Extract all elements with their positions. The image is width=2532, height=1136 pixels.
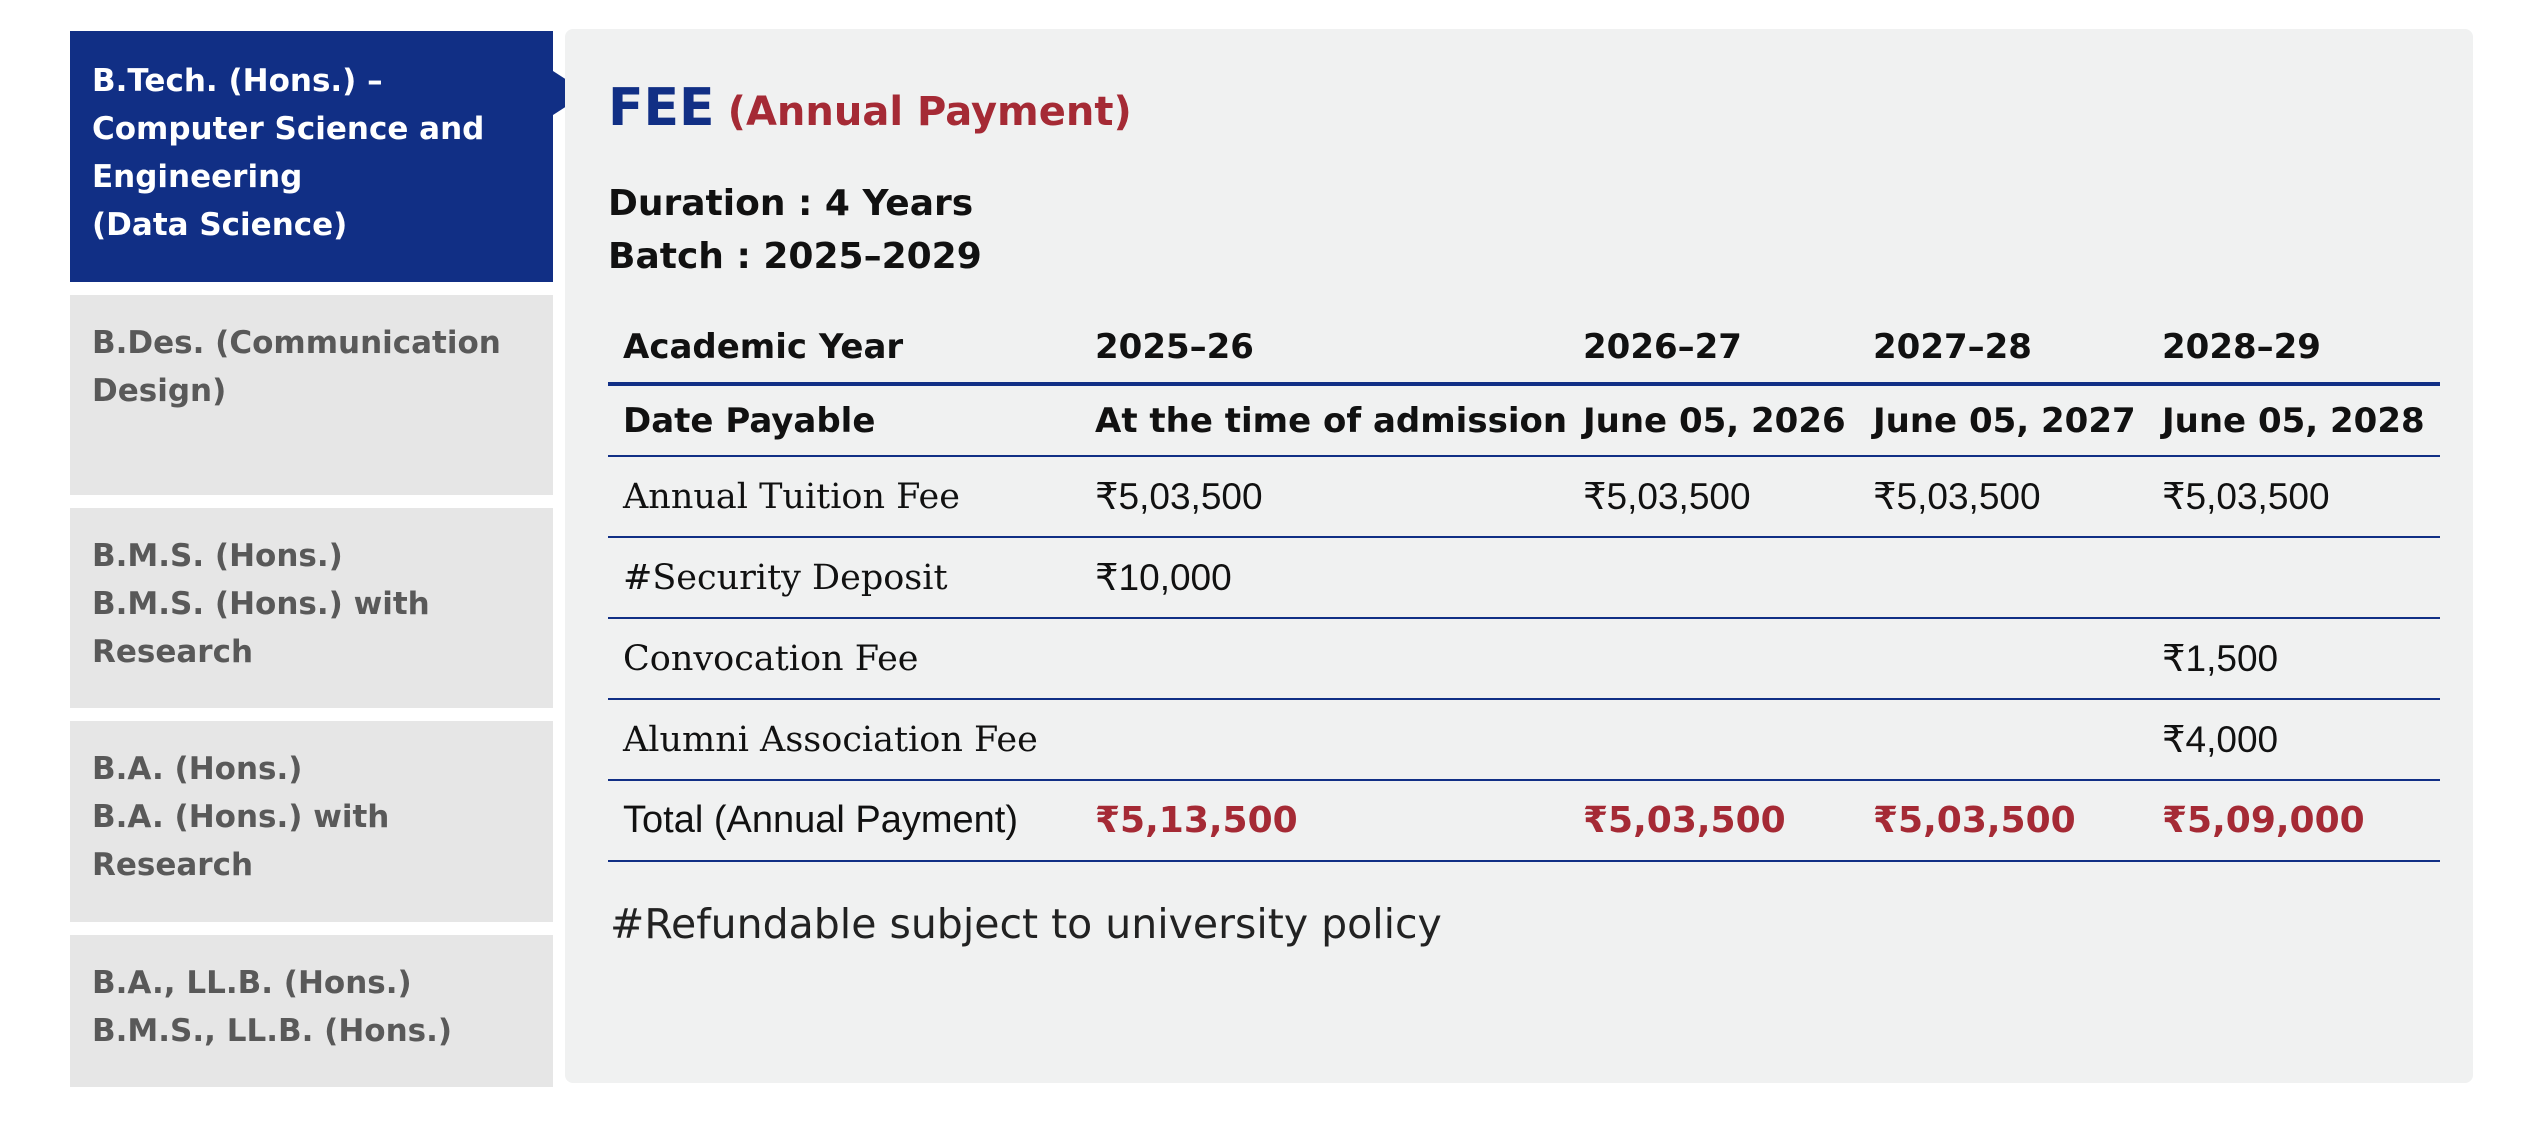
program-tab-label: B.M.S., LL.B. (Hons.) [92, 1013, 453, 1049]
table-cell [1568, 618, 1858, 699]
table-header-cell: 2026–27 [1568, 312, 1858, 384]
total-row [608, 780, 2440, 861]
program-tab-label: B.A., LL.B. (Hons.) [92, 965, 412, 1001]
program-tab-label: B.M.S. (Hons.) with [92, 586, 430, 622]
table-cell [1080, 618, 1568, 699]
fee-panel [565, 29, 2473, 1083]
table-cell: ₹4,000 [2147, 699, 2440, 780]
refund-footnote: #Refundable subject to university policy [610, 900, 1442, 948]
table-header-cell: Academic Year [608, 312, 1080, 384]
table-cell: June 05, 2026 [1568, 384, 1858, 456]
table-cell [1568, 537, 1858, 618]
table-row [608, 537, 2440, 618]
table-header-cell: 2025–26 [1080, 312, 1568, 384]
batch-text: Batch : 2025–2029 [608, 236, 982, 277]
table-cell: ₹5,03,500 [2147, 456, 2440, 537]
total-amount: ₹5,09,000 [2147, 780, 2440, 861]
program-tab-label: B.A. (Hons.) [92, 751, 303, 787]
total-label: Total (Annual Payment) [608, 780, 1080, 861]
fee-heading [608, 78, 1132, 138]
program-meta [608, 177, 982, 283]
fee-title: FEE [608, 78, 715, 138]
program-tab-bdes[interactable] [70, 295, 553, 495]
table-cell [1080, 699, 1568, 780]
table-cell: ₹1,500 [2147, 618, 2440, 699]
table-row [608, 618, 2440, 699]
row-label: Annual Tuition Fee [608, 456, 1080, 537]
program-tab-label: Engineering [92, 159, 303, 195]
total-amount: ₹5,03,500 [1568, 780, 1858, 861]
table-cell: Date Payable [608, 384, 1080, 456]
total-amount: ₹5,13,500 [1080, 780, 1568, 861]
fee-table [608, 312, 2440, 862]
table-cell: June 05, 2028 [2147, 384, 2440, 456]
program-tab-label: B.M.S. (Hons.) [92, 538, 343, 574]
total-amount: ₹5,03,500 [1858, 780, 2147, 861]
table-cell: ₹5,03,500 [1858, 456, 2147, 537]
table-cell: ₹5,03,500 [1568, 456, 1858, 537]
table-row [608, 456, 2440, 537]
table-cell [2147, 537, 2440, 618]
table-cell [1858, 699, 2147, 780]
table-header-cell: 2027–28 [1858, 312, 2147, 384]
table-cell: June 05, 2027 [1858, 384, 2147, 456]
fee-subtitle: (Annual Payment) [727, 89, 1132, 135]
program-tab-label: Research [92, 634, 254, 670]
program-tab-label: Computer Science and [92, 111, 485, 147]
table-header-row [608, 312, 2440, 384]
table-cell [1568, 699, 1858, 780]
date-payable-row [608, 384, 2440, 456]
duration-text: Duration : 4 Years [608, 183, 974, 224]
table-cell: ₹10,000 [1080, 537, 1568, 618]
program-tab-label: Research [92, 847, 254, 883]
table-cell [1858, 537, 2147, 618]
program-sidebar [70, 31, 553, 1087]
program-tab-label: B.A. (Hons.) with [92, 799, 390, 835]
table-row [608, 699, 2440, 780]
table-header-cell: 2028–29 [2147, 312, 2440, 384]
program-tab-label: B.Des. (Communication [92, 325, 501, 361]
table-cell [1858, 618, 2147, 699]
program-tab-label: Design) [92, 373, 227, 409]
row-label: Alumni Association Fee [608, 699, 1080, 780]
row-label: Convocation Fee [608, 618, 1080, 699]
program-tab-btech-cse-ds[interactable] [70, 31, 553, 282]
program-tab-label: B.Tech. (Hons.) – [92, 63, 383, 99]
program-tab-ba[interactable] [70, 721, 553, 922]
program-tab-llb[interactable] [70, 935, 553, 1087]
program-tab-label: (Data Science) [92, 207, 348, 243]
row-label: #Security Deposit [608, 537, 1080, 618]
table-cell: ₹5,03,500 [1080, 456, 1568, 537]
table-cell: At the time of admission [1080, 384, 1568, 456]
program-tab-bms[interactable] [70, 508, 553, 708]
